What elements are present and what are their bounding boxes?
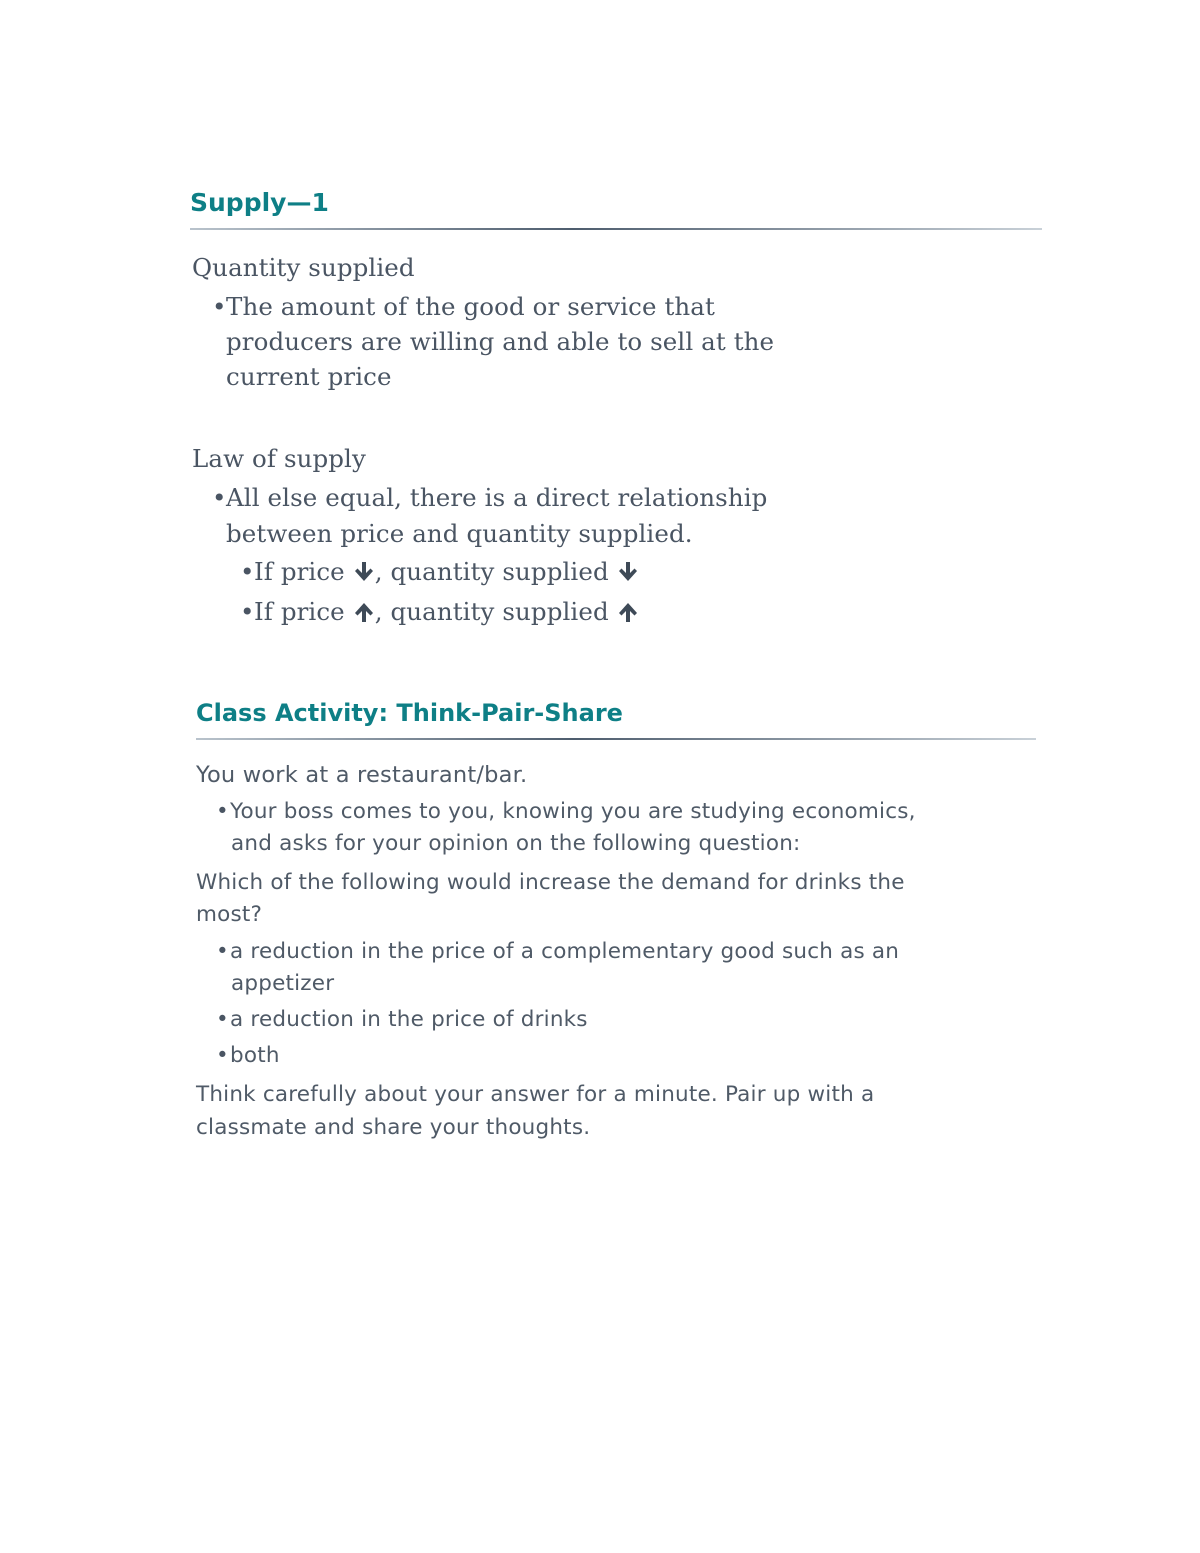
definition-line-3: current price bbox=[226, 362, 392, 391]
bullet: • bbox=[212, 483, 227, 512]
sub-bullet-price-up: •If price , quantity supplied bbox=[240, 597, 639, 626]
question-line-1: Which of the following would increase the demand for drinks the bbox=[196, 870, 905, 895]
definition-line-2: producers are willing and able to sell at the bbox=[226, 327, 775, 356]
title-divider bbox=[190, 228, 1042, 230]
option-3: •both bbox=[216, 1043, 280, 1068]
definition-line-1: •The amount of the good or service that bbox=[212, 292, 715, 321]
closing-line-2: classmate and share your thoughts. bbox=[196, 1115, 591, 1140]
arrow-up-icon bbox=[354, 601, 374, 623]
boss-line-1: •Your boss comes to you, knowing you are studying economics, bbox=[216, 799, 916, 824]
title-divider bbox=[196, 738, 1036, 740]
closing-line-1: Think carefully about your answer for a minute. Pair up with a bbox=[196, 1082, 875, 1107]
bullet: • bbox=[240, 557, 255, 586]
intro-text: You work at a restaurant/bar. bbox=[196, 762, 528, 788]
option-1-line-1: •a reduction in the price of a complementary good such as an bbox=[216, 939, 900, 964]
bullet: • bbox=[240, 597, 255, 626]
bullet: • bbox=[216, 939, 229, 964]
law-line-2: between price and quantity supplied. bbox=[226, 519, 693, 548]
slide-title: Supply—1 bbox=[190, 188, 329, 217]
boss-line-2: and asks for your opinion on the following question: bbox=[231, 831, 801, 856]
question-line-2: most? bbox=[196, 902, 263, 927]
bullet: • bbox=[216, 1043, 229, 1068]
slide-title: Class Activity: Think-Pair-Share bbox=[196, 699, 623, 727]
sub-bullet-price-down: •If price , quantity supplied bbox=[240, 557, 639, 586]
arrow-down-icon bbox=[354, 561, 374, 583]
bullet: • bbox=[216, 1007, 229, 1032]
law-line-1: •All else equal, there is a direct relationship bbox=[212, 483, 768, 512]
option-1-line-2: appetizer bbox=[231, 971, 335, 996]
arrow-up-icon bbox=[618, 601, 638, 623]
option-2: •a reduction in the price of drinks bbox=[216, 1007, 588, 1032]
heading-law-of-supply: Law of supply bbox=[192, 444, 366, 473]
arrow-down-icon bbox=[618, 561, 638, 583]
bullet: • bbox=[212, 292, 227, 321]
heading-quantity-supplied: Quantity supplied bbox=[192, 253, 415, 282]
bullet: • bbox=[216, 799, 229, 824]
